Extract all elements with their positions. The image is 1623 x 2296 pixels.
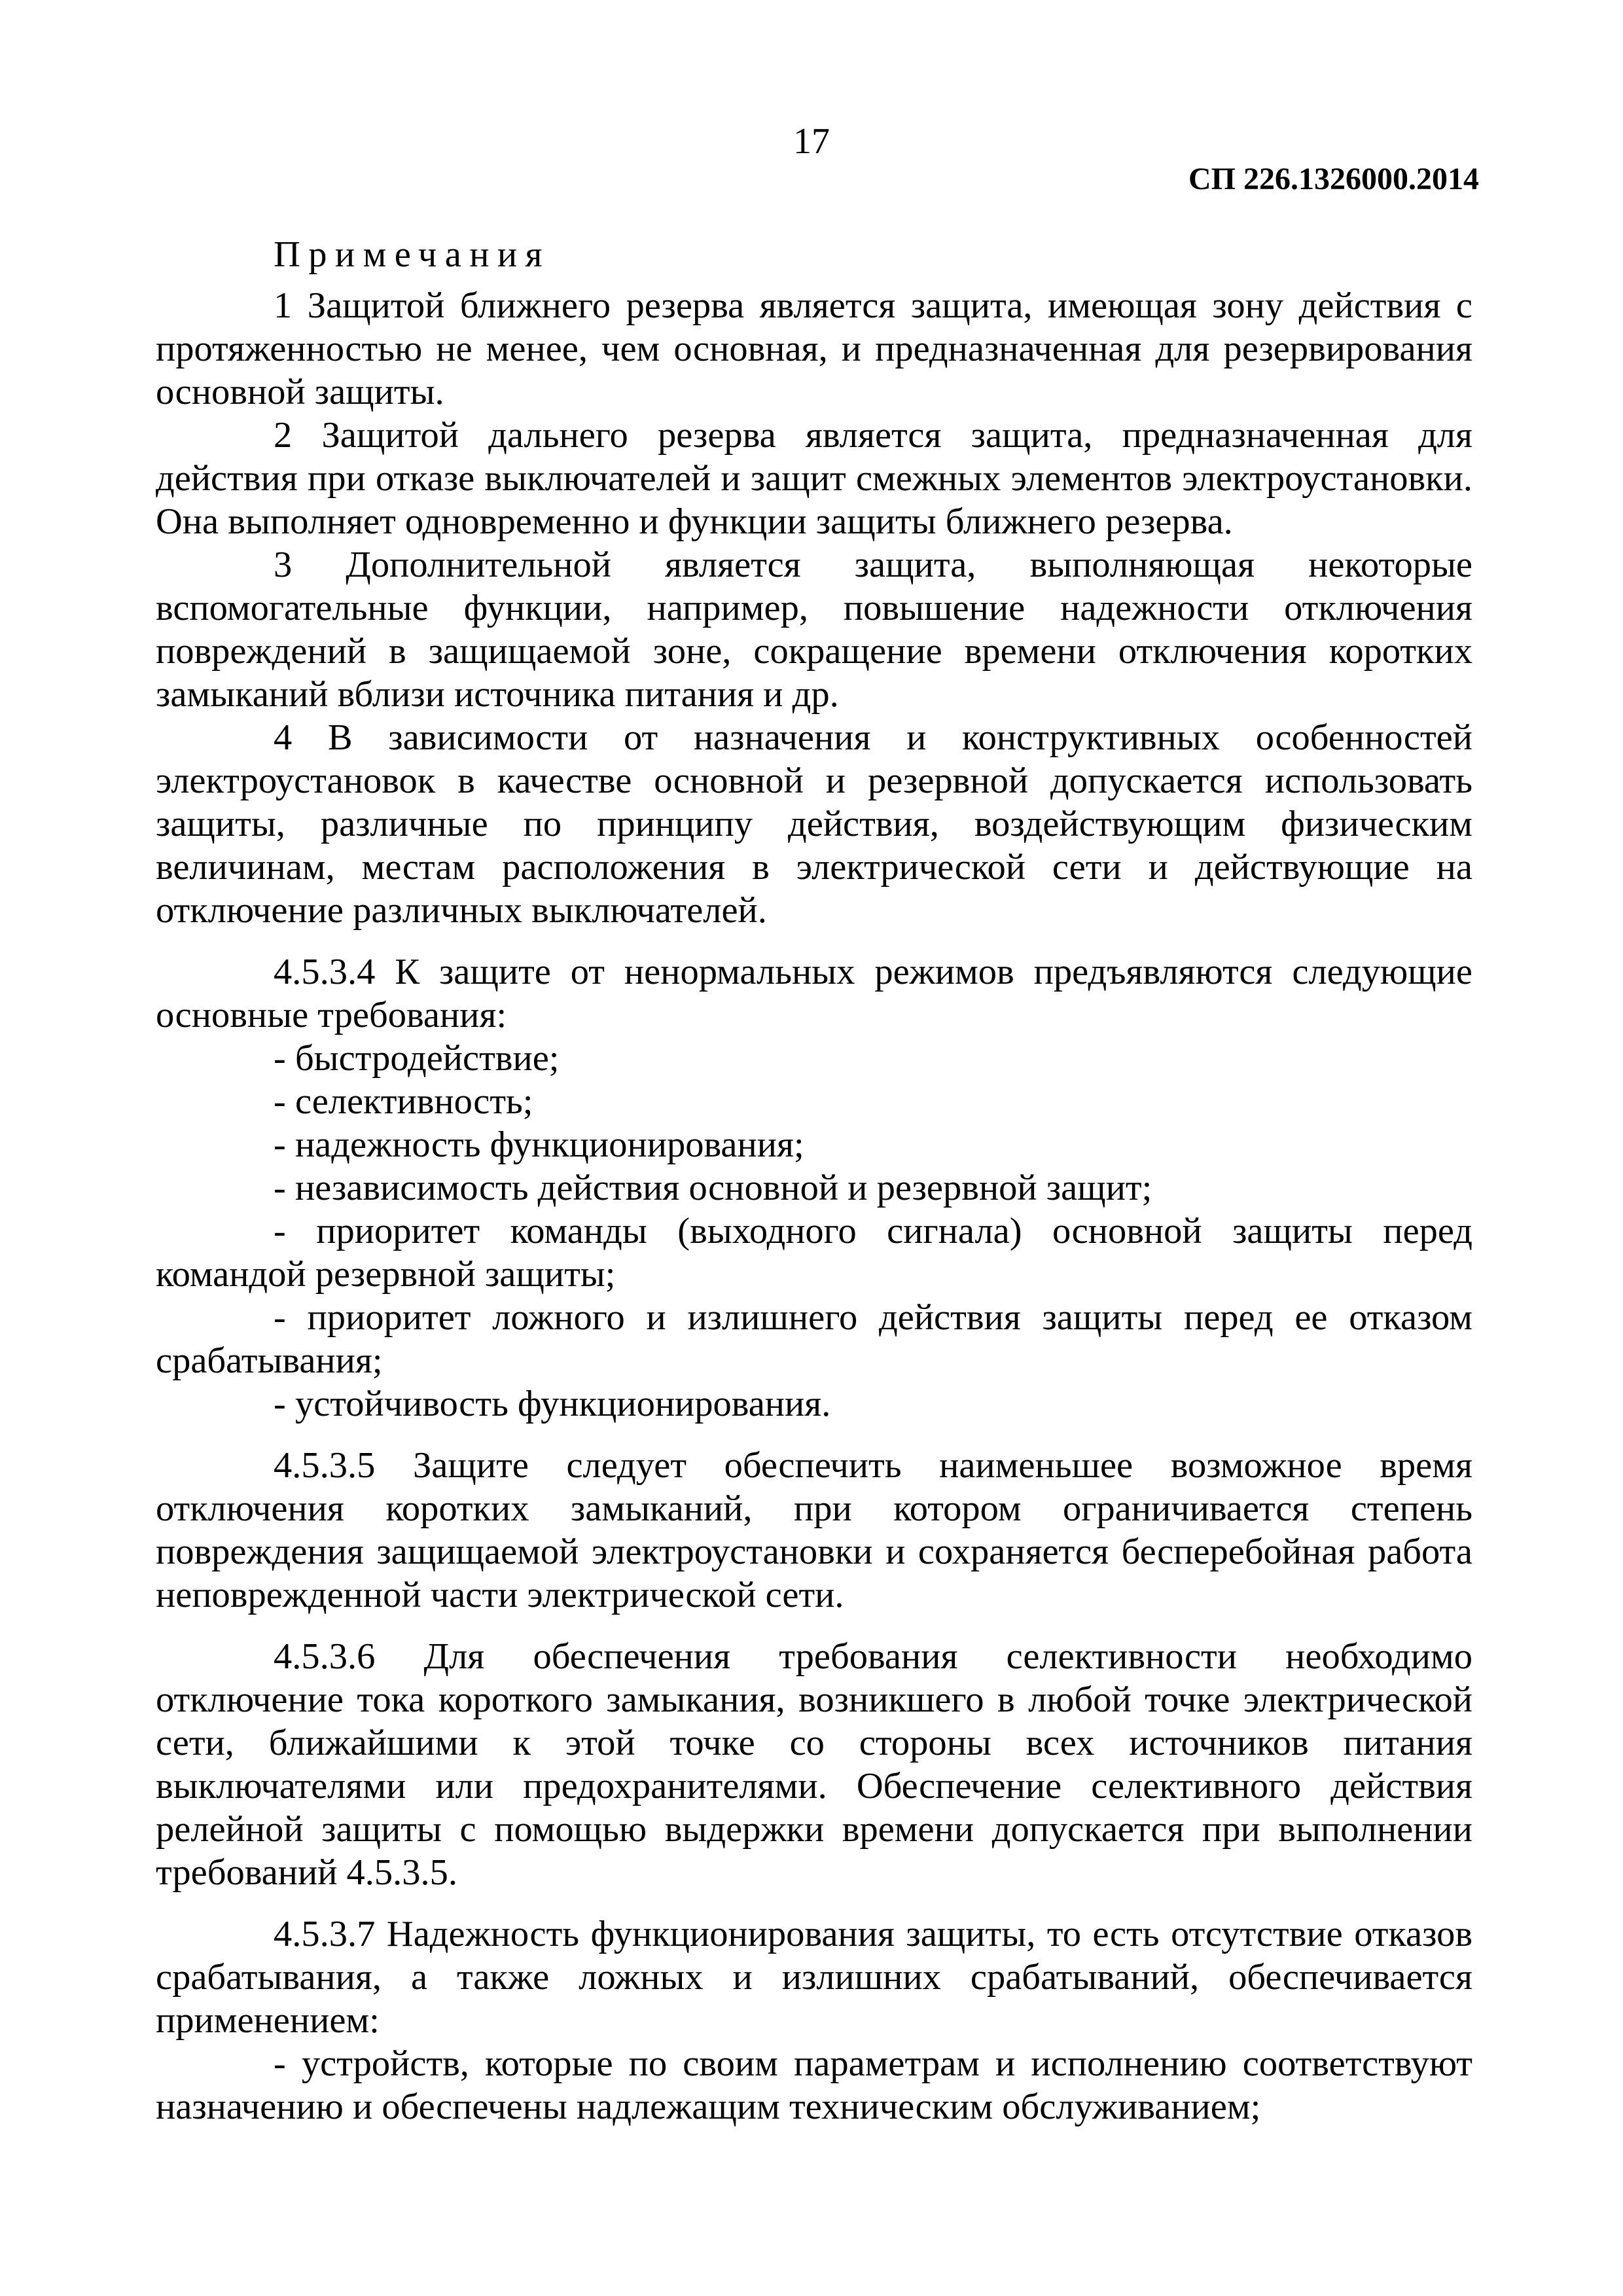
- reliability-item-1: - устройств, которые по своим параметрам и исполнению соответствуют назначению и обеспечены надлежащим техническим обслуживанием;: [156, 2043, 1472, 2127]
- document-code: СП 226.1326000.2014: [1188, 162, 1479, 196]
- requirement-item-6: - приоритет ложного и излишнего действия защиты перед ее отказом срабатывания;: [156, 1297, 1472, 1381]
- section-4-5-3-7-intro: 4.5.3.7 Надежность функционирования защиты, то есть отсутствие отказов срабатывания, а также ложных и излишних срабатываний, обеспечивается применением:: [156, 1914, 1472, 2041]
- requirement-item-7: - устойчивость функционирования.: [274, 1384, 831, 1424]
- requirement-item-3: - надежность функционирования;: [274, 1124, 804, 1165]
- section-4-5-3-6: 4.5.3.6 Для обеспечения требования селективности необходимо отключение тока короткого замыкания, возникшего в любой точке электрической сети, ближайшими к этой точке со стороны всех источников питания выключателями или предохранителями. Обеспечение селективного действия релейной защиты с помощью выдержки времени допускается при выполнении требований 4.5.3.5.: [156, 1636, 1472, 1893]
- requirement-item-2: - селективность;: [274, 1081, 533, 1122]
- note-2: 2 Защитой дальнего резерва является защита, предназначенная для действия при отказе выключателей и защит смежных элементов электроустановки. Она выполняет одновременно и функции защиты ближнего резерва.: [156, 415, 1472, 542]
- section-4-5-3-4-intro: 4.5.3.4 К защите от ненормальных режимов предъявляются следующие основные требования:: [156, 952, 1472, 1035]
- section-4-5-3-5: 4.5.3.5 Защите следует обеспечить наименьшее возможное время отключения коротких замыканий, при котором ограничивается степень повреждения защищаемой электроустановки и сохраняется бесперебойная работа неповрежденной части электрической сети.: [156, 1445, 1472, 1615]
- notes-title: Примечания: [274, 234, 550, 275]
- requirement-item-4: - независимость действия основной и резервной защит;: [274, 1168, 1152, 1208]
- note-4: 4 В зависимости от назначения и конструктивных особенностей электроустановок в качестве основной и резервной допускается использовать защиты, различные по принципу действия, воздействующим физическим величинам, местам расположения в электрической сети и действующие на отключение различных выключателей.: [156, 717, 1472, 931]
- page-number: 17: [793, 121, 830, 162]
- document-body: [156, 233, 1472, 2128]
- requirement-item-1: - быстродействие;: [274, 1038, 560, 1079]
- requirement-item-5: - приоритет команды (выходного сигнала) основной защиты перед командой резервной защиты;: [156, 1211, 1472, 1295]
- note-1: 1 Защитой ближнего резерва является защита, имеющая зону действия с протяженностью не менее, чем основная, и предназначенная для резервирования основной защиты.: [156, 285, 1472, 412]
- note-3: 3 Дополнительной является защита, выполняющая некоторые вспомогательные функции, например, повышение надежности отключения повреждений в защищаемой зоне, сокращение времени отключения коротких замыканий вблизи источника питания и др.: [156, 545, 1472, 715]
